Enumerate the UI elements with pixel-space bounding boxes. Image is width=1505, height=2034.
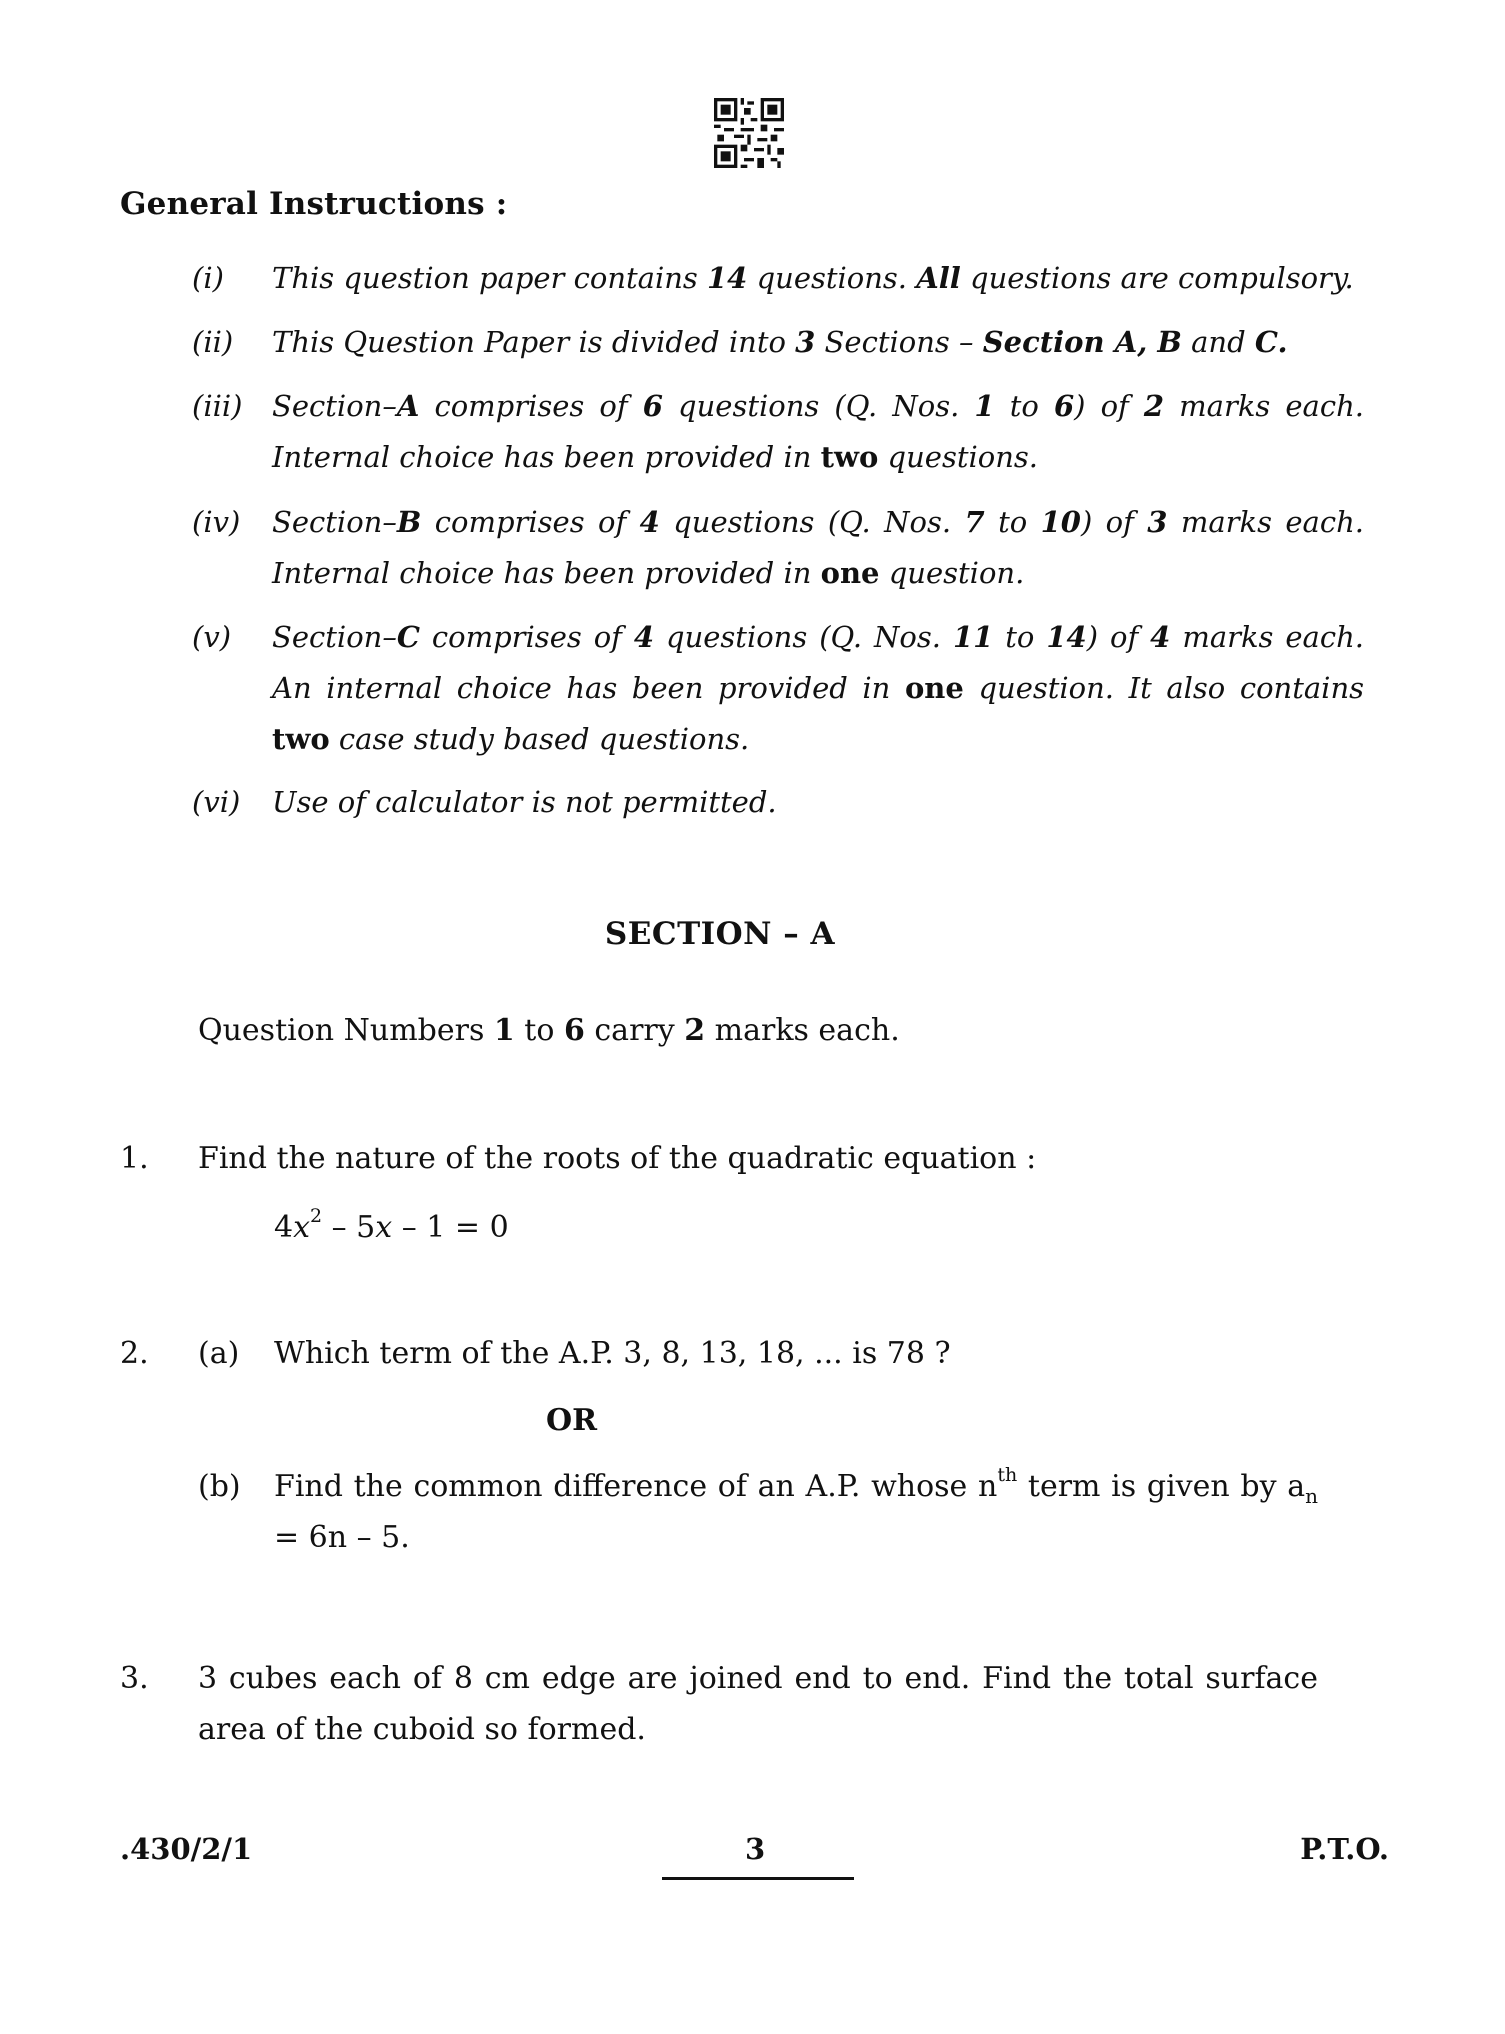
bold-text-run: 4 xyxy=(633,620,655,654)
option-b-part: term is given by a xyxy=(1017,1469,1306,1504)
text-run: Use of calculator is not permitted. xyxy=(272,785,777,819)
text-run: comprises of xyxy=(419,389,643,423)
bold-text-run: 3 xyxy=(795,325,816,359)
option-b-part: Find the common difference of an A.P. whose n xyxy=(274,1469,998,1504)
instruction-number: (ii) xyxy=(192,325,234,359)
text-run: This Question Paper is divided into xyxy=(272,325,796,359)
section-title: SECTION – A xyxy=(604,916,836,952)
bold-text-run: 11 xyxy=(952,620,994,654)
text-run: questions (Q. Nos. xyxy=(654,620,953,654)
text-run: comprises of xyxy=(421,505,640,539)
instruction-text xyxy=(272,612,1364,765)
instruction-text xyxy=(272,497,1364,599)
option-b-sub: n xyxy=(1305,1484,1318,1508)
bold-text-run: C xyxy=(396,620,420,654)
quadratic-equation xyxy=(274,1205,509,1245)
question-number: 1. xyxy=(120,1141,149,1176)
bold-text-run: 4 xyxy=(1150,620,1171,654)
eq-variable: x xyxy=(293,1210,311,1245)
bold-text-run: B xyxy=(396,505,422,539)
option-label-b: (b) xyxy=(198,1469,241,1504)
bold-text-run: 14 xyxy=(1046,620,1087,654)
text-run: marks each. xyxy=(705,1013,900,1048)
instruction-text xyxy=(272,777,1364,828)
instruction-item-6 xyxy=(192,777,1364,828)
text-run: Section– xyxy=(272,389,397,423)
bold-text-run: 3 xyxy=(1147,505,1168,539)
bold-text-run: 4 xyxy=(639,505,660,539)
text-run: questions (Q. Nos. xyxy=(662,389,975,423)
text-run: question. It also contains xyxy=(963,671,1365,705)
text-run: carry xyxy=(584,1013,685,1048)
bold-text-run: A xyxy=(396,389,420,423)
text-run: questions are compulsory. xyxy=(960,261,1354,295)
bold-text-run: one xyxy=(904,671,964,705)
text-run: ) of xyxy=(1074,389,1144,423)
bold-text-run: 6 xyxy=(642,389,663,423)
text-run: This question paper contains xyxy=(272,261,707,295)
bold-text-run: 10 xyxy=(1040,505,1081,539)
text-run: Section– xyxy=(272,620,397,654)
option-text-a: Which term of the A.P. 3, 8, 13, 18, ... is 78 ? xyxy=(274,1336,951,1371)
text-run: Section– xyxy=(272,505,397,539)
bold-text-run: 6 xyxy=(1053,389,1075,423)
eq-middle: – 5 xyxy=(322,1210,376,1245)
bold-text-run: 2 xyxy=(684,1013,706,1048)
question-number: 2. xyxy=(120,1336,149,1371)
instruction-number: (iv) xyxy=(192,505,241,539)
bold-text-run: 1 xyxy=(974,389,995,423)
eq-coefficient: 4 xyxy=(274,1210,294,1245)
text-run: marks each. An internal choice has been provided in xyxy=(272,620,1364,705)
instruction-item-1 xyxy=(192,253,1364,304)
text-run: ) of xyxy=(1080,505,1148,539)
bold-text-run: 1 xyxy=(493,1013,515,1048)
pto-label: P.T.O. xyxy=(1300,1832,1389,1866)
paper-code: .430/2/1 xyxy=(120,1832,253,1866)
bold-text-run: C. xyxy=(1254,325,1288,359)
eq-variable: x xyxy=(375,1210,393,1245)
bold-text-run: two xyxy=(272,722,330,756)
bold-text-run: 2 xyxy=(1143,389,1165,423)
text-run: to xyxy=(984,505,1041,539)
instruction-item-3 xyxy=(192,381,1364,483)
option-b-sup: th xyxy=(997,1464,1018,1486)
text-run: ) of xyxy=(1086,620,1151,654)
option-text-b xyxy=(274,1461,1318,1563)
option-label-a: (a) xyxy=(198,1336,240,1371)
instruction-item-4 xyxy=(192,497,1364,599)
or-separator: OR xyxy=(546,1403,598,1438)
page-number: 3 xyxy=(745,1832,766,1866)
general-instructions-title: General Instructions : xyxy=(120,186,508,222)
eq-end: – 1 = 0 xyxy=(392,1210,509,1245)
text-run: marks each. Internal choice has been provided in xyxy=(272,505,1364,590)
instruction-number: (i) xyxy=(192,261,224,295)
bold-text-run: 6 xyxy=(563,1013,585,1048)
instruction-text xyxy=(272,253,1364,304)
text-run: and xyxy=(1181,325,1255,359)
question-number: 3. xyxy=(120,1661,149,1696)
text-run: questions (Q. Nos. xyxy=(659,505,965,539)
section-note xyxy=(198,1013,900,1048)
text-run: questions. xyxy=(878,440,1038,474)
instruction-number: (vi) xyxy=(192,785,241,819)
question-text: Find the nature of the roots of the quadratic equation : xyxy=(198,1141,1037,1176)
instruction-text xyxy=(272,317,1364,368)
text-run: Sections – xyxy=(815,325,983,359)
bold-text-run: All xyxy=(916,261,961,295)
instruction-item-5 xyxy=(192,612,1364,765)
page-number-underline xyxy=(662,1877,854,1880)
text-run: to xyxy=(514,1013,564,1048)
bold-text-run: one xyxy=(820,556,880,590)
bold-text-run: 14 xyxy=(707,261,748,295)
text-run: questions. xyxy=(747,261,917,295)
text-run: marks each. Internal choice has been provided in xyxy=(272,389,1364,474)
instruction-number: (v) xyxy=(192,620,232,654)
instruction-number: (iii) xyxy=(192,389,243,423)
text-run: to xyxy=(994,389,1054,423)
instruction-item-2 xyxy=(192,317,1364,368)
bold-text-run: Section A, B xyxy=(982,325,1182,359)
instruction-text xyxy=(272,381,1364,483)
text-run: Question Numbers xyxy=(198,1013,494,1048)
text-run: case study based questions. xyxy=(329,722,750,756)
qr-code-icon xyxy=(714,98,784,168)
text-run: comprises of xyxy=(419,620,634,654)
question-text: 3 cubes each of 8 cm edge are joined end to end. Find the total surface area of the cuboid so formed. xyxy=(198,1661,1318,1747)
text-run: question. xyxy=(879,556,1025,590)
text-run: to xyxy=(993,620,1047,654)
option-b-part: = 6n – 5. xyxy=(274,1520,410,1555)
bold-text-run: 7 xyxy=(964,505,985,539)
bold-text-run: two xyxy=(820,440,879,474)
eq-exponent: 2 xyxy=(310,1205,323,1227)
